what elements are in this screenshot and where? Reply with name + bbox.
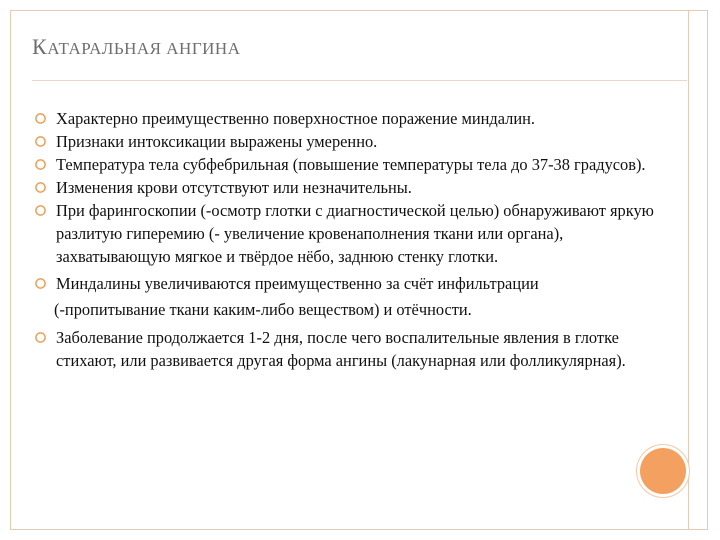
circle-outline-bullet-icon [34, 331, 47, 344]
list-item [34, 176, 674, 199]
list-item [34, 107, 674, 130]
list-item-text: Заболевание продолжается 1-2 дня, после чего воспалительные явления в глотке стихают, или развивается другая форма ангины (лакунарная или фолликулярная). [56, 328, 626, 370]
title-initial: К [32, 34, 48, 59]
list-item [34, 130, 674, 153]
decorative-orange-circle [640, 448, 686, 494]
list-item-text: Изменения крови отсутствуют или незначительны. [56, 178, 412, 197]
circle-outline-bullet-icon [34, 277, 47, 290]
list-item-text: Температура тела субфебрильная (повышение температуры тела до 37-38 градусов). [56, 155, 646, 174]
circle-outline-bullet-icon [34, 112, 47, 125]
slide-right-band [688, 10, 708, 530]
list-item-continuation: (-пропитывание ткани каким-либо веществом) и отёчности. [54, 300, 472, 319]
title-rest: АТАРАЛЬНАЯ АНГИНА [47, 39, 241, 58]
circle-outline-bullet-icon [34, 158, 47, 171]
circle-outline-bullet-icon [34, 135, 47, 148]
list-item [34, 153, 674, 176]
circle-outline-bullet-icon [34, 181, 47, 194]
list-item-text: Миндалины увеличиваются преимущественно за счёт инфильтрации [56, 274, 539, 293]
list-item [34, 199, 674, 268]
bullet-list [34, 107, 674, 372]
title-divider [32, 80, 687, 81]
list-item [34, 326, 674, 372]
list-item-text: Признаки интоксикации выражены умеренно. [56, 132, 378, 151]
list-item-text: При фарингоскопии (-осмотр глотки с диагностической целью) обнаруживают яркую разлитую гиперемию (- увеличение кровенаполнения ткани или органа), захватывающую мягкое и твёрдое нёбо, заднюю стенку глотки. [56, 201, 654, 266]
list-item-text: Характерно преимущественно поверхностное поражение миндалин. [56, 109, 535, 128]
circle-outline-bullet-icon [34, 204, 47, 217]
slide-title [32, 34, 241, 60]
list-item [34, 272, 674, 295]
